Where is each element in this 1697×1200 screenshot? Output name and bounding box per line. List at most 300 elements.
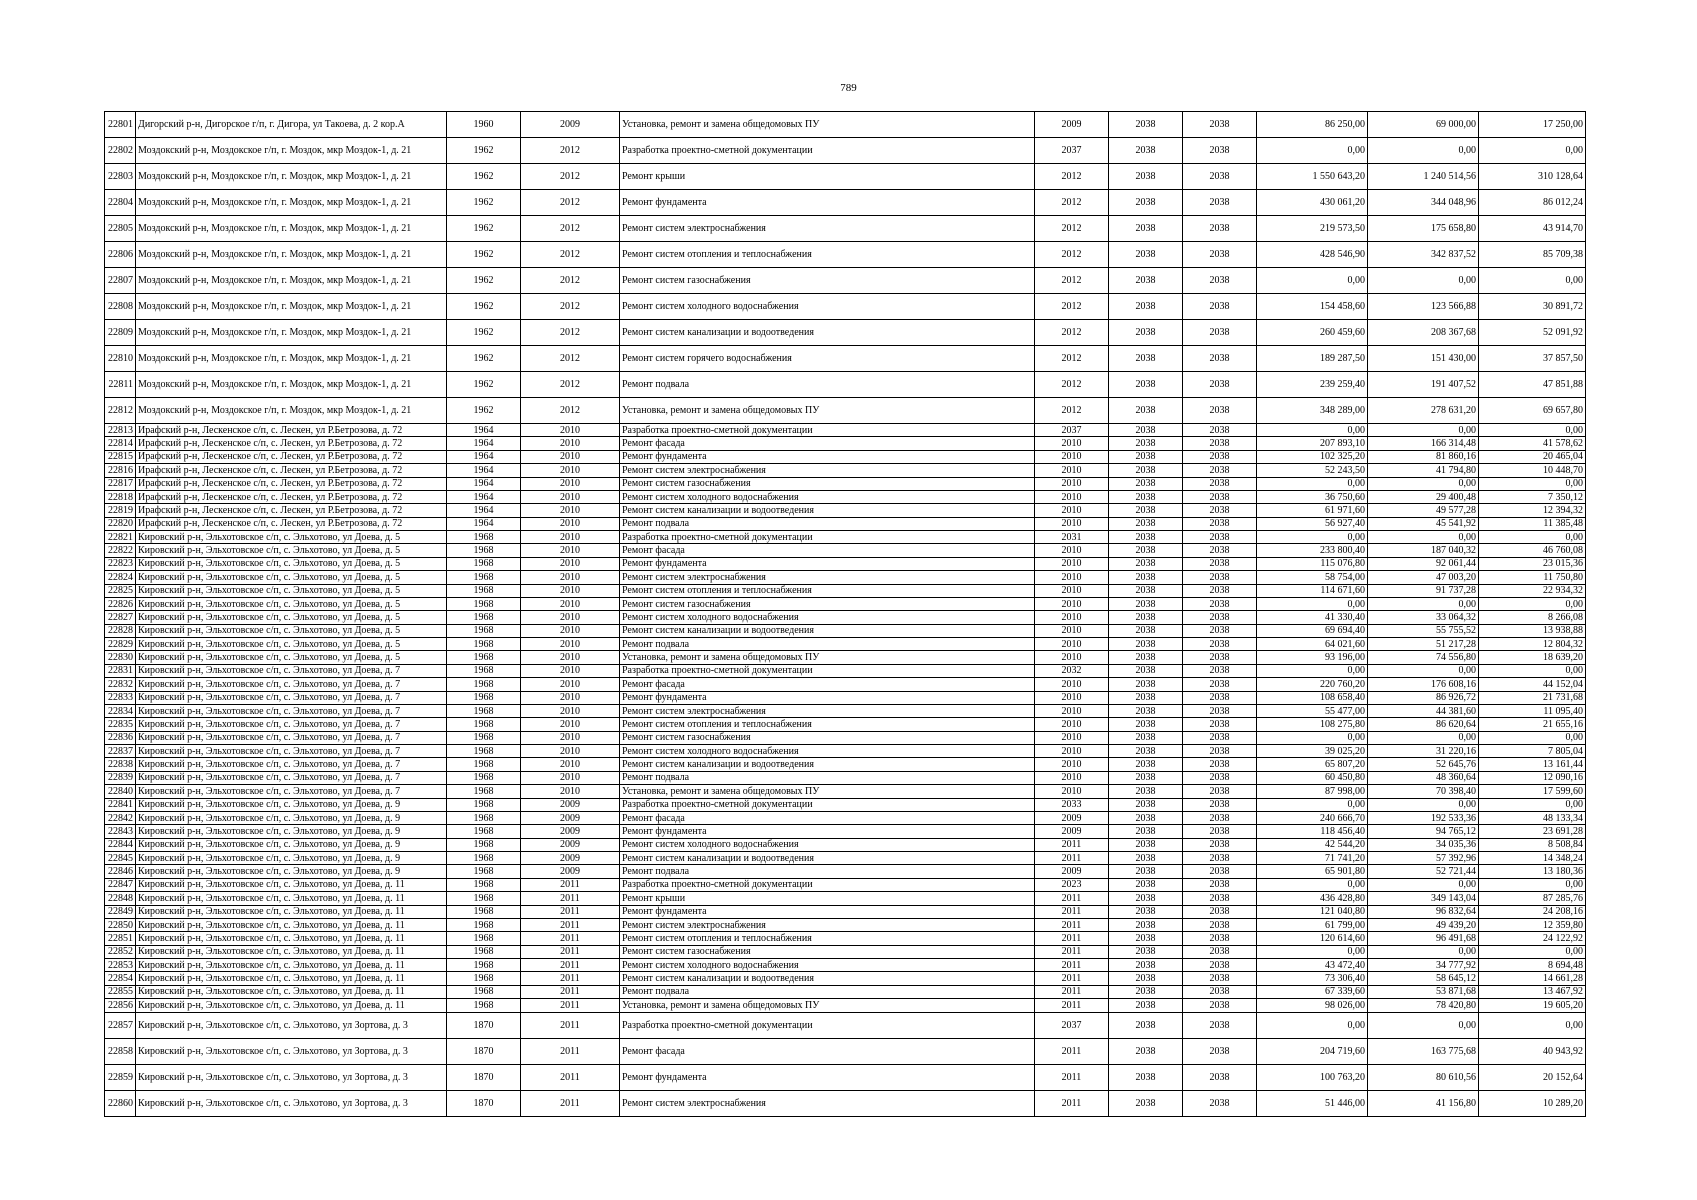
address-cell: Моздокский р-н, Моздокское г/п, г. Моздок, мкр Моздок-1, д. 21 (136, 294, 447, 320)
address-cell: Кировский р-н, Эльхотовское с/п, с. Эльхотово, ул Доева, д. 7 (136, 785, 447, 798)
deadline-year-cell: 2038 (1109, 798, 1183, 811)
row-number-cell: 22822 (105, 544, 136, 557)
address-cell: Ирафский р-н, Лескенское с/п, с. Лескен, ул Р.Бетрозова, д. 72 (136, 437, 447, 450)
total-cost-cell: 239 259,40 (1257, 372, 1368, 398)
year-built-cell: 1962 (447, 372, 521, 398)
planned-year-cell: 2010 (1035, 678, 1109, 691)
year-last-repair-cell: 2012 (521, 294, 620, 320)
deadline-year-cell: 2038 (1109, 865, 1183, 878)
deadline-year-cell: 2038 (1109, 785, 1183, 798)
row-number-cell: 22850 (105, 918, 136, 931)
total-cost-cell: 61 971,60 (1257, 504, 1368, 517)
deadline-year-cell: 2038 (1109, 504, 1183, 517)
year-built-cell: 1962 (447, 346, 521, 372)
row-number-cell: 22855 (105, 985, 136, 998)
fund-cost-cell: 45 541,92 (1368, 517, 1479, 530)
work-type-cell: Ремонт систем холодного водоснабжения (620, 838, 1035, 851)
address-cell: Кировский р-н, Эльхотовское с/п, с. Эльхотово, ул Доева, д. 11 (136, 905, 447, 918)
deadline-plan-year-cell: 2038 (1183, 999, 1257, 1012)
address-cell: Ирафский р-н, Лескенское с/п, с. Лескен, ул Р.Бетрозова, д. 72 (136, 464, 447, 477)
year-built-cell: 1964 (447, 477, 521, 490)
deadline-year-cell: 2038 (1109, 398, 1183, 424)
work-type-cell: Разработка проектно-сметной документации (620, 878, 1035, 891)
year-built-cell: 1968 (447, 838, 521, 851)
fund-cost-cell: 52 721,44 (1368, 865, 1479, 878)
year-built-cell: 1968 (447, 932, 521, 945)
total-cost-cell: 428 546,90 (1257, 242, 1368, 268)
row-number-cell: 22832 (105, 678, 136, 691)
year-built-cell: 1968 (447, 959, 521, 972)
row-number-cell: 22835 (105, 718, 136, 731)
deadline-plan-year-cell: 2038 (1183, 651, 1257, 664)
deadline-year-cell: 2038 (1109, 905, 1183, 918)
row-number-cell: 22824 (105, 571, 136, 584)
fund-cost-cell: 0,00 (1368, 1012, 1479, 1038)
work-type-cell: Ремонт систем отопления и теплоснабжения (620, 932, 1035, 945)
year-last-repair-cell: 2012 (521, 268, 620, 294)
row-number-cell: 22839 (105, 771, 136, 784)
address-cell: Кировский р-н, Эльхотовское с/п, с. Эльхотово, ул Доева, д. 5 (136, 638, 447, 651)
deadline-year-cell: 2038 (1109, 918, 1183, 931)
year-last-repair-cell: 2010 (521, 785, 620, 798)
address-cell: Кировский р-н, Эльхотовское с/п, с. Эльхотово, ул Доева, д. 9 (136, 798, 447, 811)
total-cost-cell: 0,00 (1257, 268, 1368, 294)
year-last-repair-cell: 2009 (521, 798, 620, 811)
planned-year-cell: 2012 (1035, 320, 1109, 346)
planned-year-cell: 2010 (1035, 584, 1109, 597)
deadline-year-cell: 2038 (1109, 464, 1183, 477)
table-row (105, 268, 1586, 294)
owners-cost-cell: 40 943,92 (1479, 1038, 1586, 1064)
planned-year-cell: 2009 (1035, 865, 1109, 878)
address-cell: Кировский р-н, Эльхотовское с/п, с. Эльхотово, ул Доева, д. 5 (136, 544, 447, 557)
fund-cost-cell: 0,00 (1368, 878, 1479, 891)
year-last-repair-cell: 2012 (521, 216, 620, 242)
owners-cost-cell: 0,00 (1479, 878, 1586, 891)
address-cell: Кировский р-н, Эльхотовское с/п, с. Эльхотово, ул Доева, д. 11 (136, 945, 447, 958)
deadline-year-cell: 2038 (1109, 1038, 1183, 1064)
address-cell: Моздокский р-н, Моздокское г/п, г. Моздок, мкр Моздок-1, д. 21 (136, 320, 447, 346)
row-number-cell: 22815 (105, 450, 136, 463)
fund-cost-cell: 0,00 (1368, 597, 1479, 610)
table-row (105, 731, 1586, 744)
deadline-year-cell: 2038 (1109, 320, 1183, 346)
total-cost-cell: 100 763,20 (1257, 1064, 1368, 1090)
year-last-repair-cell: 2010 (521, 624, 620, 637)
year-built-cell: 1964 (447, 450, 521, 463)
deadline-plan-year-cell: 2038 (1183, 112, 1257, 138)
year-last-repair-cell: 2010 (521, 517, 620, 530)
total-cost-cell: 61 799,00 (1257, 918, 1368, 931)
table-row (105, 112, 1586, 138)
year-last-repair-cell: 2012 (521, 190, 620, 216)
deadline-plan-year-cell: 2038 (1183, 918, 1257, 931)
planned-year-cell: 2009 (1035, 825, 1109, 838)
row-number-cell: 22806 (105, 242, 136, 268)
owners-cost-cell: 46 760,08 (1479, 544, 1586, 557)
deadline-year-cell: 2038 (1109, 959, 1183, 972)
owners-cost-cell: 0,00 (1479, 268, 1586, 294)
work-type-cell: Разработка проектно-сметной документации (620, 1012, 1035, 1038)
work-type-cell: Установка, ремонт и замена общедомовых ПУ (620, 651, 1035, 664)
table-row (105, 852, 1586, 865)
year-built-cell: 1968 (447, 718, 521, 731)
planned-year-cell: 2011 (1035, 852, 1109, 865)
table-row (105, 584, 1586, 597)
fund-cost-cell: 0,00 (1368, 531, 1479, 544)
year-last-repair-cell: 2010 (521, 424, 620, 437)
planned-year-cell: 2011 (1035, 918, 1109, 931)
deadline-year-cell: 2038 (1109, 372, 1183, 398)
fund-cost-cell: 69 000,00 (1368, 112, 1479, 138)
row-number-cell: 22816 (105, 464, 136, 477)
address-cell: Моздокский р-н, Моздокское г/п, г. Моздок, мкр Моздок-1, д. 21 (136, 216, 447, 242)
deadline-year-cell: 2038 (1109, 517, 1183, 530)
deadline-plan-year-cell: 2038 (1183, 1064, 1257, 1090)
table-row (105, 718, 1586, 731)
deadline-plan-year-cell: 2038 (1183, 718, 1257, 731)
owners-cost-cell: 13 467,92 (1479, 985, 1586, 998)
total-cost-cell: 87 998,00 (1257, 785, 1368, 798)
work-type-cell: Ремонт систем горячего водоснабжения (620, 346, 1035, 372)
row-number-cell: 22817 (105, 477, 136, 490)
year-last-repair-cell: 2012 (521, 346, 620, 372)
fund-cost-cell: 0,00 (1368, 664, 1479, 677)
work-type-cell: Ремонт систем отопления и теплоснабжения (620, 242, 1035, 268)
year-last-repair-cell: 2011 (521, 932, 620, 945)
deadline-year-cell: 2038 (1109, 1090, 1183, 1116)
total-cost-cell: 115 076,80 (1257, 557, 1368, 570)
year-built-cell: 1968 (447, 664, 521, 677)
deadline-plan-year-cell: 2038 (1183, 346, 1257, 372)
year-built-cell: 1968 (447, 638, 521, 651)
work-type-cell: Ремонт крыши (620, 164, 1035, 190)
table-row (105, 691, 1586, 704)
work-type-cell: Ремонт подвала (620, 865, 1035, 878)
owners-cost-cell: 20 465,04 (1479, 450, 1586, 463)
planned-year-cell: 2010 (1035, 611, 1109, 624)
deadline-year-cell: 2038 (1109, 945, 1183, 958)
deadline-year-cell: 2038 (1109, 294, 1183, 320)
deadline-plan-year-cell: 2038 (1183, 825, 1257, 838)
year-last-repair-cell: 2011 (521, 945, 620, 958)
owners-cost-cell: 24 208,16 (1479, 905, 1586, 918)
deadline-year-cell: 2038 (1109, 437, 1183, 450)
owners-cost-cell: 52 091,92 (1479, 320, 1586, 346)
table-row (105, 798, 1586, 811)
fund-cost-cell: 29 400,48 (1368, 490, 1479, 503)
deadline-year-cell: 2038 (1109, 758, 1183, 771)
work-type-cell: Ремонт систем холодного водоснабжения (620, 745, 1035, 758)
work-type-cell: Ремонт систем холодного водоснабжения (620, 294, 1035, 320)
fund-cost-cell: 175 658,80 (1368, 216, 1479, 242)
owners-cost-cell: 87 285,76 (1479, 892, 1586, 905)
work-type-cell: Ремонт систем канализации и водоотведения (620, 758, 1035, 771)
total-cost-cell: 0,00 (1257, 664, 1368, 677)
total-cost-cell: 348 289,00 (1257, 398, 1368, 424)
deadline-plan-year-cell: 2038 (1183, 571, 1257, 584)
owners-cost-cell: 21 731,68 (1479, 691, 1586, 704)
owners-cost-cell: 37 857,50 (1479, 346, 1586, 372)
deadline-year-cell: 2038 (1109, 490, 1183, 503)
deadline-plan-year-cell: 2038 (1183, 242, 1257, 268)
owners-cost-cell: 86 012,24 (1479, 190, 1586, 216)
fund-cost-cell: 123 566,88 (1368, 294, 1479, 320)
work-type-cell: Ремонт подвала (620, 771, 1035, 784)
year-last-repair-cell: 2011 (521, 878, 620, 891)
work-type-cell: Ремонт подвала (620, 517, 1035, 530)
owners-cost-cell: 85 709,38 (1479, 242, 1586, 268)
fund-cost-cell: 0,00 (1368, 424, 1479, 437)
deadline-year-cell: 2038 (1109, 1012, 1183, 1038)
work-type-cell: Ремонт фасада (620, 437, 1035, 450)
year-last-repair-cell: 2010 (521, 531, 620, 544)
deadline-plan-year-cell: 2038 (1183, 838, 1257, 851)
work-type-cell: Ремонт систем газоснабжения (620, 477, 1035, 490)
year-last-repair-cell: 2010 (521, 584, 620, 597)
address-cell: Кировский р-н, Эльхотовское с/п, с. Эльхотово, ул Доева, д. 11 (136, 918, 447, 931)
total-cost-cell: 219 573,50 (1257, 216, 1368, 242)
year-last-repair-cell: 2009 (521, 865, 620, 878)
table-row (105, 450, 1586, 463)
planned-year-cell: 2037 (1035, 1012, 1109, 1038)
deadline-year-cell: 2038 (1109, 972, 1183, 985)
row-number-cell: 22845 (105, 852, 136, 865)
planned-year-cell: 2010 (1035, 437, 1109, 450)
year-last-repair-cell: 2009 (521, 852, 620, 865)
owners-cost-cell: 47 851,88 (1479, 372, 1586, 398)
year-last-repair-cell: 2011 (521, 1064, 620, 1090)
owners-cost-cell: 43 914,70 (1479, 216, 1586, 242)
year-last-repair-cell: 2010 (521, 745, 620, 758)
planned-year-cell: 2010 (1035, 638, 1109, 651)
year-last-repair-cell: 2011 (521, 892, 620, 905)
address-cell: Кировский р-н, Эльхотовское с/п, с. Эльхотово, ул Доева, д. 9 (136, 865, 447, 878)
planned-year-cell: 2010 (1035, 745, 1109, 758)
fund-cost-cell: 34 777,92 (1368, 959, 1479, 972)
owners-cost-cell: 10 448,70 (1479, 464, 1586, 477)
year-last-repair-cell: 2012 (521, 372, 620, 398)
fund-cost-cell: 58 645,12 (1368, 972, 1479, 985)
table-row (105, 878, 1586, 891)
row-number-cell: 22844 (105, 838, 136, 851)
address-cell: Кировский р-н, Эльхотовское с/п, с. Эльхотово, ул Доева, д. 7 (136, 678, 447, 691)
planned-year-cell: 2010 (1035, 718, 1109, 731)
owners-cost-cell: 13 180,36 (1479, 865, 1586, 878)
fund-cost-cell: 55 755,52 (1368, 624, 1479, 637)
fund-cost-cell: 31 220,16 (1368, 745, 1479, 758)
year-built-cell: 1968 (447, 691, 521, 704)
year-built-cell: 1960 (447, 112, 521, 138)
year-built-cell: 1964 (447, 437, 521, 450)
fund-cost-cell: 86 620,64 (1368, 718, 1479, 731)
planned-year-cell: 2012 (1035, 164, 1109, 190)
table-row (105, 398, 1586, 424)
address-cell: Кировский р-н, Эльхотовское с/п, с. Эльхотово, ул Доева, д. 7 (136, 691, 447, 704)
deadline-plan-year-cell: 2038 (1183, 624, 1257, 637)
address-cell: Кировский р-н, Эльхотовское с/п, с. Эльхотово, ул Доева, д. 5 (136, 611, 447, 624)
fund-cost-cell: 86 926,72 (1368, 691, 1479, 704)
row-number-cell: 22823 (105, 557, 136, 570)
planned-year-cell: 2012 (1035, 372, 1109, 398)
deadline-plan-year-cell: 2038 (1183, 798, 1257, 811)
work-type-cell: Установка, ремонт и замена общедомовых ПУ (620, 999, 1035, 1012)
row-number-cell: 22821 (105, 531, 136, 544)
fund-cost-cell: 47 003,20 (1368, 571, 1479, 584)
year-last-repair-cell: 2012 (521, 138, 620, 164)
work-type-cell: Ремонт фундамента (620, 825, 1035, 838)
year-built-cell: 1968 (447, 798, 521, 811)
address-cell: Кировский р-н, Эльхотовское с/п, с. Эльхотово, ул Доева, д. 7 (136, 771, 447, 784)
deadline-year-cell: 2038 (1109, 985, 1183, 998)
deadline-plan-year-cell: 2038 (1183, 745, 1257, 758)
deadline-year-cell: 2038 (1109, 216, 1183, 242)
deadline-plan-year-cell: 2038 (1183, 905, 1257, 918)
fund-cost-cell: 53 871,68 (1368, 985, 1479, 998)
total-cost-cell: 0,00 (1257, 798, 1368, 811)
deadline-plan-year-cell: 2038 (1183, 294, 1257, 320)
year-last-repair-cell: 2010 (521, 758, 620, 771)
total-cost-cell: 67 339,60 (1257, 985, 1368, 998)
work-type-cell: Ремонт систем холодного водоснабжения (620, 490, 1035, 503)
deadline-year-cell: 2038 (1109, 838, 1183, 851)
year-built-cell: 1964 (447, 424, 521, 437)
work-type-cell: Ремонт крыши (620, 892, 1035, 905)
table-row (105, 678, 1586, 691)
table-row (105, 959, 1586, 972)
row-number-cell: 22834 (105, 704, 136, 717)
deadline-plan-year-cell: 2038 (1183, 531, 1257, 544)
fund-cost-cell: 151 430,00 (1368, 346, 1479, 372)
planned-year-cell: 2011 (1035, 905, 1109, 918)
work-type-cell: Ремонт подвала (620, 638, 1035, 651)
fund-cost-cell: 344 048,96 (1368, 190, 1479, 216)
row-number-cell: 22803 (105, 164, 136, 190)
year-last-repair-cell: 2009 (521, 811, 620, 824)
deadline-year-cell: 2038 (1109, 878, 1183, 891)
total-cost-cell: 204 719,60 (1257, 1038, 1368, 1064)
table-row (105, 825, 1586, 838)
table-row (105, 932, 1586, 945)
owners-cost-cell: 12 359,80 (1479, 918, 1586, 931)
year-built-cell: 1968 (447, 785, 521, 798)
planned-year-cell: 2012 (1035, 398, 1109, 424)
fund-cost-cell: 208 367,68 (1368, 320, 1479, 346)
address-cell: Кировский р-н, Эльхотовское с/п, с. Эльхотово, ул Доева, д. 7 (136, 758, 447, 771)
row-number-cell: 22807 (105, 268, 136, 294)
deadline-plan-year-cell: 2038 (1183, 164, 1257, 190)
table-row (105, 1012, 1586, 1038)
table-row (105, 704, 1586, 717)
owners-cost-cell: 24 122,92 (1479, 932, 1586, 945)
deadline-year-cell: 2038 (1109, 825, 1183, 838)
year-built-cell: 1968 (447, 678, 521, 691)
fund-cost-cell: 187 040,32 (1368, 544, 1479, 557)
table-row (105, 771, 1586, 784)
deadline-year-cell: 2038 (1109, 597, 1183, 610)
year-built-cell: 1968 (447, 624, 521, 637)
fund-cost-cell: 91 737,28 (1368, 584, 1479, 597)
owners-cost-cell: 0,00 (1479, 798, 1586, 811)
row-number-cell: 22804 (105, 190, 136, 216)
table-row (105, 1064, 1586, 1090)
address-cell: Кировский р-н, Эльхотовское с/п, с. Эльхотово, ул Доева, д. 7 (136, 745, 447, 758)
fund-cost-cell: 349 143,04 (1368, 892, 1479, 905)
year-last-repair-cell: 2011 (521, 1038, 620, 1064)
address-cell: Моздокский р-н, Моздокское г/п, г. Моздок, мкр Моздок-1, д. 21 (136, 164, 447, 190)
deadline-plan-year-cell: 2038 (1183, 691, 1257, 704)
year-last-repair-cell: 2012 (521, 320, 620, 346)
deadline-plan-year-cell: 2038 (1183, 771, 1257, 784)
total-cost-cell: 60 450,80 (1257, 771, 1368, 784)
row-number-cell: 22825 (105, 584, 136, 597)
owners-cost-cell: 7 805,04 (1479, 745, 1586, 758)
work-type-cell: Ремонт систем газоснабжения (620, 945, 1035, 958)
work-type-cell: Ремонт систем электроснабжения (620, 1090, 1035, 1116)
deadline-plan-year-cell: 2038 (1183, 985, 1257, 998)
row-number-cell: 22853 (105, 959, 136, 972)
deadline-plan-year-cell: 2038 (1183, 1090, 1257, 1116)
year-built-cell: 1870 (447, 1064, 521, 1090)
total-cost-cell: 0,00 (1257, 731, 1368, 744)
table-row (105, 437, 1586, 450)
row-number-cell: 22852 (105, 945, 136, 958)
planned-year-cell: 2011 (1035, 999, 1109, 1012)
deadline-plan-year-cell: 2038 (1183, 972, 1257, 985)
address-cell: Кировский р-н, Эльхотовское с/п, с. Эльхотово, ул Доева, д. 5 (136, 571, 447, 584)
year-last-repair-cell: 2010 (521, 731, 620, 744)
deadline-year-cell: 2038 (1109, 164, 1183, 190)
owners-cost-cell: 13 938,88 (1479, 624, 1586, 637)
work-type-cell: Ремонт фасада (620, 1038, 1035, 1064)
deadline-year-cell: 2038 (1109, 704, 1183, 717)
owners-cost-cell: 310 128,64 (1479, 164, 1586, 190)
address-cell: Ирафский р-н, Лескенское с/п, с. Лескен, ул Р.Бетрозова, д. 72 (136, 490, 447, 503)
deadline-year-cell: 2038 (1109, 651, 1183, 664)
year-built-cell: 1870 (447, 1038, 521, 1064)
work-type-cell: Разработка проектно-сметной документации (620, 531, 1035, 544)
year-built-cell: 1968 (447, 852, 521, 865)
address-cell: Кировский р-н, Эльхотовское с/п, с. Эльхотово, ул Доева, д. 7 (136, 664, 447, 677)
address-cell: Кировский р-н, Эльхотовское с/п, с. Эльхотово, ул Зортова, д. 3 (136, 1090, 447, 1116)
year-last-repair-cell: 2012 (521, 242, 620, 268)
deadline-plan-year-cell: 2038 (1183, 504, 1257, 517)
year-built-cell: 1962 (447, 398, 521, 424)
address-cell: Кировский р-н, Эльхотовское с/п, с. Эльхотово, ул Доева, д. 5 (136, 584, 447, 597)
total-cost-cell: 260 459,60 (1257, 320, 1368, 346)
planned-year-cell: 2010 (1035, 517, 1109, 530)
total-cost-cell: 121 040,80 (1257, 905, 1368, 918)
deadline-plan-year-cell: 2038 (1183, 1038, 1257, 1064)
deadline-plan-year-cell: 2038 (1183, 704, 1257, 717)
planned-year-cell: 2010 (1035, 771, 1109, 784)
address-cell: Кировский р-н, Эльхотовское с/п, с. Эльхотово, ул Доева, д. 11 (136, 999, 447, 1012)
year-built-cell: 1968 (447, 811, 521, 824)
total-cost-cell: 0,00 (1257, 138, 1368, 164)
owners-cost-cell: 7 350,12 (1479, 490, 1586, 503)
deadline-year-cell: 2038 (1109, 932, 1183, 945)
planned-year-cell: 2011 (1035, 959, 1109, 972)
year-built-cell: 1968 (447, 905, 521, 918)
address-cell: Кировский р-н, Эльхотовское с/п, с. Эльхотово, ул Зортова, д. 3 (136, 1012, 447, 1038)
deadline-plan-year-cell: 2038 (1183, 811, 1257, 824)
table-row (105, 651, 1586, 664)
address-cell: Моздокский р-н, Моздокское г/п, г. Моздок, мкр Моздок-1, д. 21 (136, 242, 447, 268)
table-row (105, 190, 1586, 216)
owners-cost-cell: 0,00 (1479, 664, 1586, 677)
total-cost-cell: 39 025,20 (1257, 745, 1368, 758)
year-built-cell: 1968 (447, 865, 521, 878)
